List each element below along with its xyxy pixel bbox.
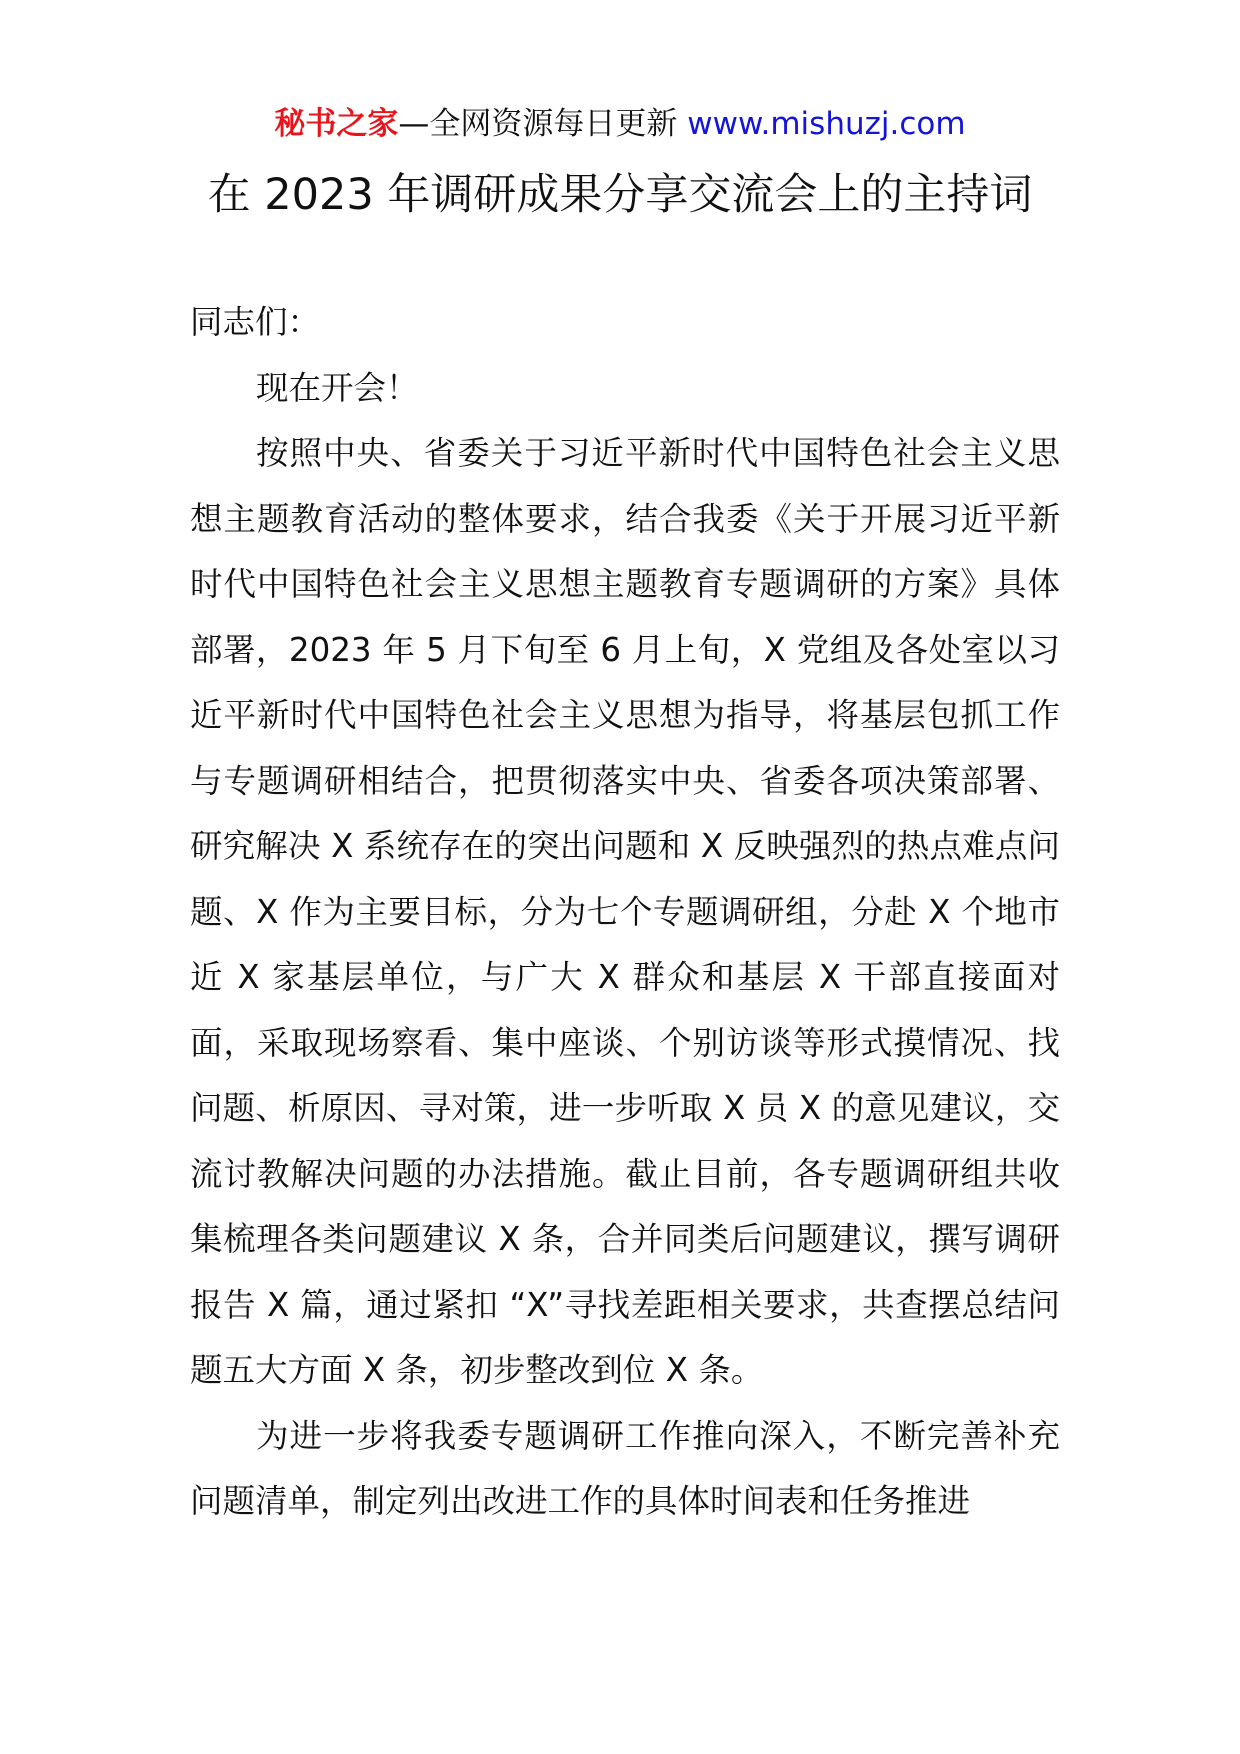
brand-name: 秘书之家 <box>274 106 399 142</box>
document-title: 在 2023 年调研成果分享交流会上的主持词 <box>207 170 1033 220</box>
watermark-header <box>0 104 1240 144</box>
paragraph-next-steps: 为进一步将我委专题调研工作推向深入，不断完善补充问题清单，制定列出改进工作的具体时间表和任务推进 <box>190 1416 1060 1520</box>
brand-url[interactable]: www.mishuzj.com <box>687 106 966 142</box>
paragraph-background: 按照中央、省委关于习近平新时代中国特色社会主义思想主题教育活动的整体要求，结合我委《关于开展习近平新时代中国特色社会主义思想主题教育专题调研的方案》具体部署，2023 年 5 月下旬至 6 月上旬，X 党组及各处室以习近平新时代中国特色社会主义思想为指导，将基层包抓工作与专题调研相结合，把贯彻落实中央、省委各项决策部署、研究解决 X 系统存在的突出问题和 X 反映强烈的热点难点问题、X 作为主要目标，分为七个专题调研组，分赴 X 个地市近 X 家基层单位，与广大 X 群众和基层 X 干部直接面对面，采取现场察看、集中座谈、个别访谈等形式摸情况、找问题、析原因、寻对策，进一步听取 X 员 X 的意见建议，交流讨教解决问题的办法措施。截止目前，各专题调研组共收集梳理各类问题建议 X 条，合并同类后问题建议，撰写调研报告 X 篇，通过紧扣 “X”寻找差距相关要求，共查摆总结问题五大方面 X 条，初步整改到位 X 条。 <box>190 434 1060 1389</box>
paragraph-opening: 现在开会！ <box>256 368 419 407</box>
salutation: 同志们： <box>190 303 321 341</box>
brand-slogan: —全网资源每日更新 <box>398 106 688 142</box>
document-body <box>190 290 1060 1535</box>
